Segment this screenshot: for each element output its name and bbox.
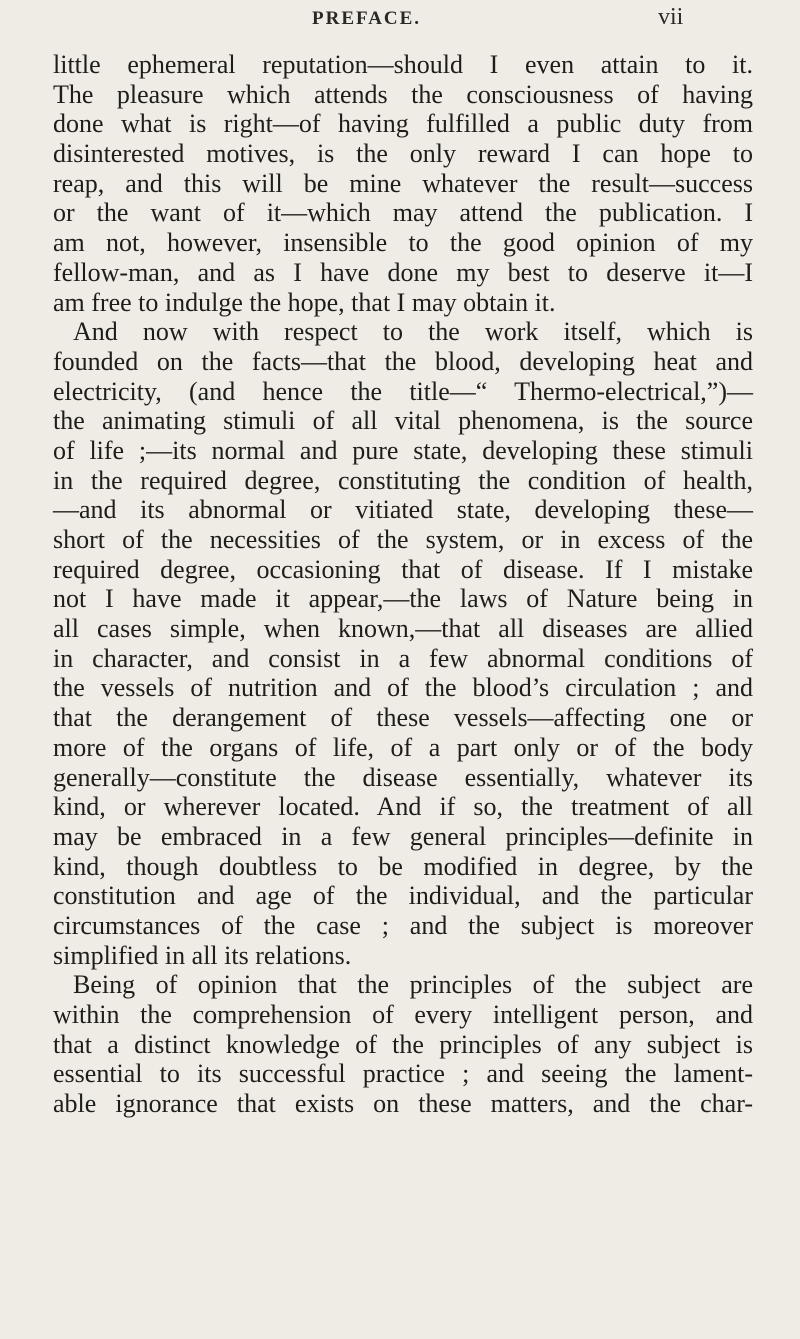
- text-line: circumstances of the case ; and the subject is moreover: [53, 910, 753, 940]
- text-line: fellow-man, and as I have done my best to deserve it—I: [53, 257, 753, 287]
- text-line: little ephemeral reputation—should I even attain to it.: [53, 50, 753, 79]
- text-line: more of the organs of life, of a part only or of the body: [53, 732, 753, 762]
- text-line: kind, or wherever located. And if so, the treatment of all: [53, 792, 753, 822]
- text-line: am free to indulge the hope, that I may obtain it.: [53, 287, 556, 317]
- text-line: all cases simple, when known,—that all diseases are allied: [53, 614, 753, 644]
- text-line: essential to its successful practice ; and seeing the lament-: [53, 1059, 753, 1089]
- text-line: in the required degree, constituting the condition of health,: [53, 465, 753, 495]
- text-line: required degree, occasioning that of disease. If I mistake: [53, 554, 753, 584]
- text-line: or the want of it—which may attend the publication. I: [53, 198, 753, 228]
- running-title: PREFACE.: [312, 8, 422, 29]
- text-line: founded on the facts—that the blood, developing heat and: [53, 346, 753, 376]
- text-line: electricity, (and hence the title—“ Thermo-electrical,”)—: [53, 376, 753, 406]
- page-number: vii: [658, 4, 684, 30]
- text-line: may be embraced in a few general principles—definite in: [53, 821, 753, 851]
- text-line: able ignorance that exists on these matters, and the char-: [53, 1089, 753, 1119]
- text-line: short of the necessities of the system, or in excess of the: [53, 525, 753, 554]
- text-line: disinterested motives, is the only reward I can hope to: [53, 139, 753, 169]
- text-line: The pleasure which attends the consciousness of having: [53, 79, 753, 109]
- text-line: generally—constitute the disease essentially, whatever its: [53, 762, 753, 792]
- text-line: of life ;—its normal and pure state, developing these stimuli: [53, 435, 753, 465]
- running-head: [0, 0, 800, 40]
- text-line: Being of opinion that the principles of the subject are: [73, 970, 753, 1000]
- text-line: that a distinct knowledge of the principles of any subject is: [53, 1029, 753, 1059]
- text-line: done what is right—of having fulfilled a public duty from: [53, 109, 753, 139]
- text-line: —and its abnormal or vitiated state, developing these—: [53, 495, 753, 525]
- text-line: not I have made it appear,—the laws of Nature being in: [53, 584, 753, 614]
- text-line: And now with respect to the work itself, which is: [73, 317, 753, 347]
- body-text: [53, 50, 753, 1119]
- text-line: the animating stimuli of all vital phenomena, is the source: [53, 406, 753, 436]
- text-line: that the derangement of these vessels—affecting one or: [53, 703, 753, 733]
- text-line: in character, and consist in a few abnormal conditions of: [53, 643, 753, 673]
- text-line: simplified in all its relations.: [53, 940, 352, 970]
- text-line: reap, and this will be mine whatever the result—success: [53, 168, 753, 198]
- text-line: within the comprehension of every intelligent person, and: [53, 1000, 753, 1029]
- text-line: am not, however, insensible to the good opinion of my: [53, 228, 753, 258]
- text-line: constitution and age of the individual, and the particular: [53, 881, 753, 911]
- text-line: the vessels of nutrition and of the blood’s circulation ; and: [53, 673, 753, 703]
- text-line: kind, though doubtless to be modified in degree, by the: [53, 851, 753, 881]
